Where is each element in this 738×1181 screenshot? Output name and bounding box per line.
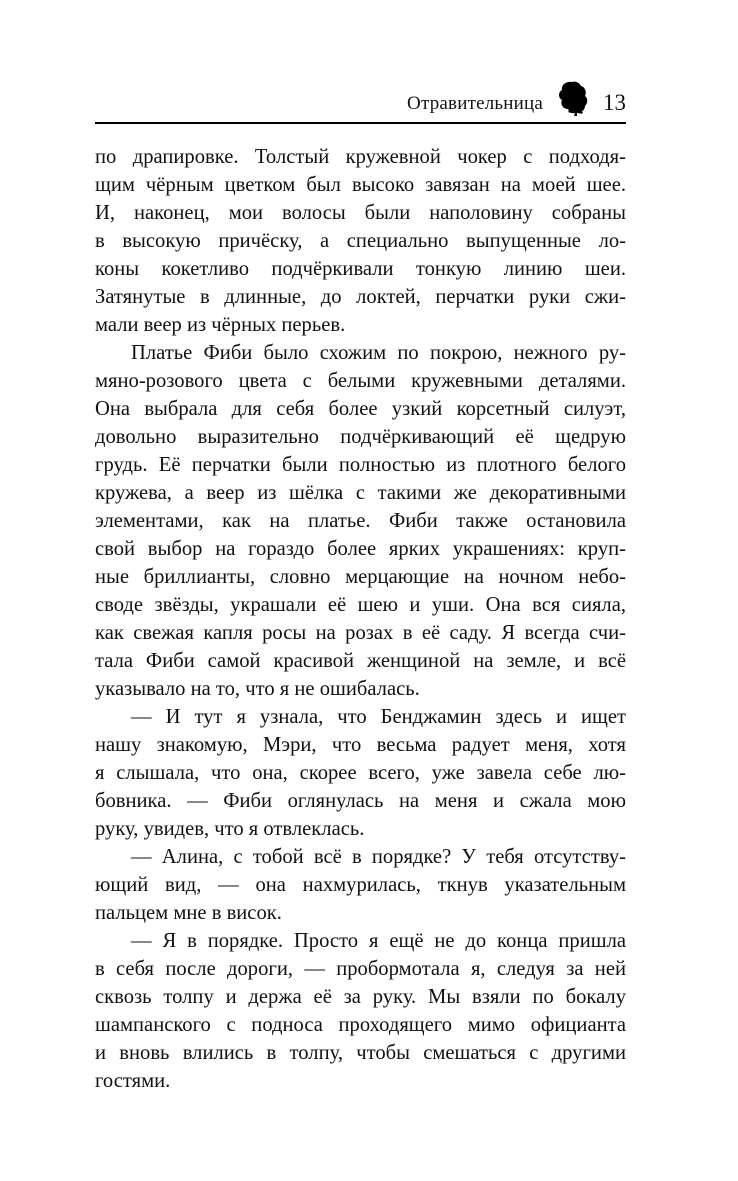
- body-text: [95, 143, 626, 1095]
- paragraph: [95, 843, 626, 927]
- paragraph: [95, 703, 626, 843]
- text-line: щим чёрным цветком был высоко завязан на моей шее.: [95, 174, 626, 196]
- paragraph: [95, 143, 626, 339]
- text-line: тала Фиби самой красивой женщиной на земле, и всё: [95, 650, 626, 672]
- paragraph: [95, 927, 626, 1095]
- text-line: гостями.: [95, 1070, 171, 1092]
- header-rule: [95, 122, 626, 124]
- text-line: шампанского с подноса проходящего мимо официанта: [95, 1014, 626, 1036]
- text-line: в высокую причёску, а специально выпущенные ло-: [95, 230, 626, 252]
- text-line: мяно-розового цвета с белыми кружевными деталями.: [95, 370, 626, 392]
- text-line: Затянутые в длинные, до локтей, перчатки руки сжи-: [95, 286, 626, 308]
- text-line: кружева, а веер из шёлка с такими же декоративными: [95, 482, 626, 504]
- text-line: указывало на то, что я не ошибалась.: [95, 678, 420, 700]
- text-line: грудь. Её перчатки были полностью из плотного белого: [95, 454, 626, 476]
- text-line: И, наконец, мои волосы были наполовину собраны: [95, 202, 626, 224]
- running-header: [95, 78, 626, 122]
- page-number: 13: [603, 90, 626, 115]
- text-line: бовника. — Фиби оглянулась на меня и сжала мою: [95, 790, 626, 812]
- text-line: Платье Фиби было схожим по покрою, нежного ру-: [131, 342, 626, 364]
- text-line: мали веер из чёрных перьев.: [95, 314, 346, 336]
- text-line: в себя после дороги, — пробормотала я, следуя за ней: [95, 958, 626, 980]
- text-line: Она выбрала для себя более узкий корсетный силуэт,: [95, 398, 626, 420]
- paragraph: [95, 339, 626, 703]
- text-line: довольно выразительно подчёркивающий её щедрую: [95, 426, 626, 448]
- text-line: сквозь толпу и держа её за руку. Мы взяли по бокалу: [95, 986, 626, 1008]
- text-line: своде звёзды, украшали её шею и уши. Она вся сияла,: [95, 594, 626, 616]
- text-line: — И тут я узнала, что Бенджамин здесь и ищет: [131, 706, 626, 728]
- text-line: руку, увидев, что я отвлеклась.: [95, 818, 365, 840]
- text-line: коны кокетливо подчёркивали тонкую линию шеи.: [95, 258, 626, 280]
- text-line: я слышала, что она, скорее всего, уже завела себе лю-: [95, 762, 626, 784]
- text-line: элементами, как на платье. Фиби также остановила: [95, 510, 626, 532]
- text-line: ющий вид, — она нахмурилась, ткнув указательным: [95, 874, 626, 896]
- text-line: пальцем мне в висок.: [95, 902, 282, 924]
- rose-silhouette-icon: [557, 79, 589, 117]
- text-line: — Алина, с тобой всё в порядке? У тебя отсутству-: [131, 846, 626, 868]
- text-line: свой выбор на гораздо более ярких украшениях: круп-: [95, 538, 626, 560]
- text-line: ные бриллианты, словно мерцающие на ночном небо-: [95, 566, 626, 588]
- text-line: как свежая капля росы на розах в её саду. Я всегда счи-: [95, 622, 626, 644]
- text-line: и вновь влились в толпу, чтобы смешаться с другими: [95, 1042, 626, 1064]
- text-line: по драпировке. Толстый кружевной чокер с подходя-: [95, 146, 626, 168]
- text-line: нашу знакомую, Мэри, что весьма радует меня, хотя: [95, 734, 626, 756]
- running-title: Отравительница: [407, 93, 543, 114]
- text-line: — Я в порядке. Просто я ещё не до конца пришла: [131, 930, 626, 952]
